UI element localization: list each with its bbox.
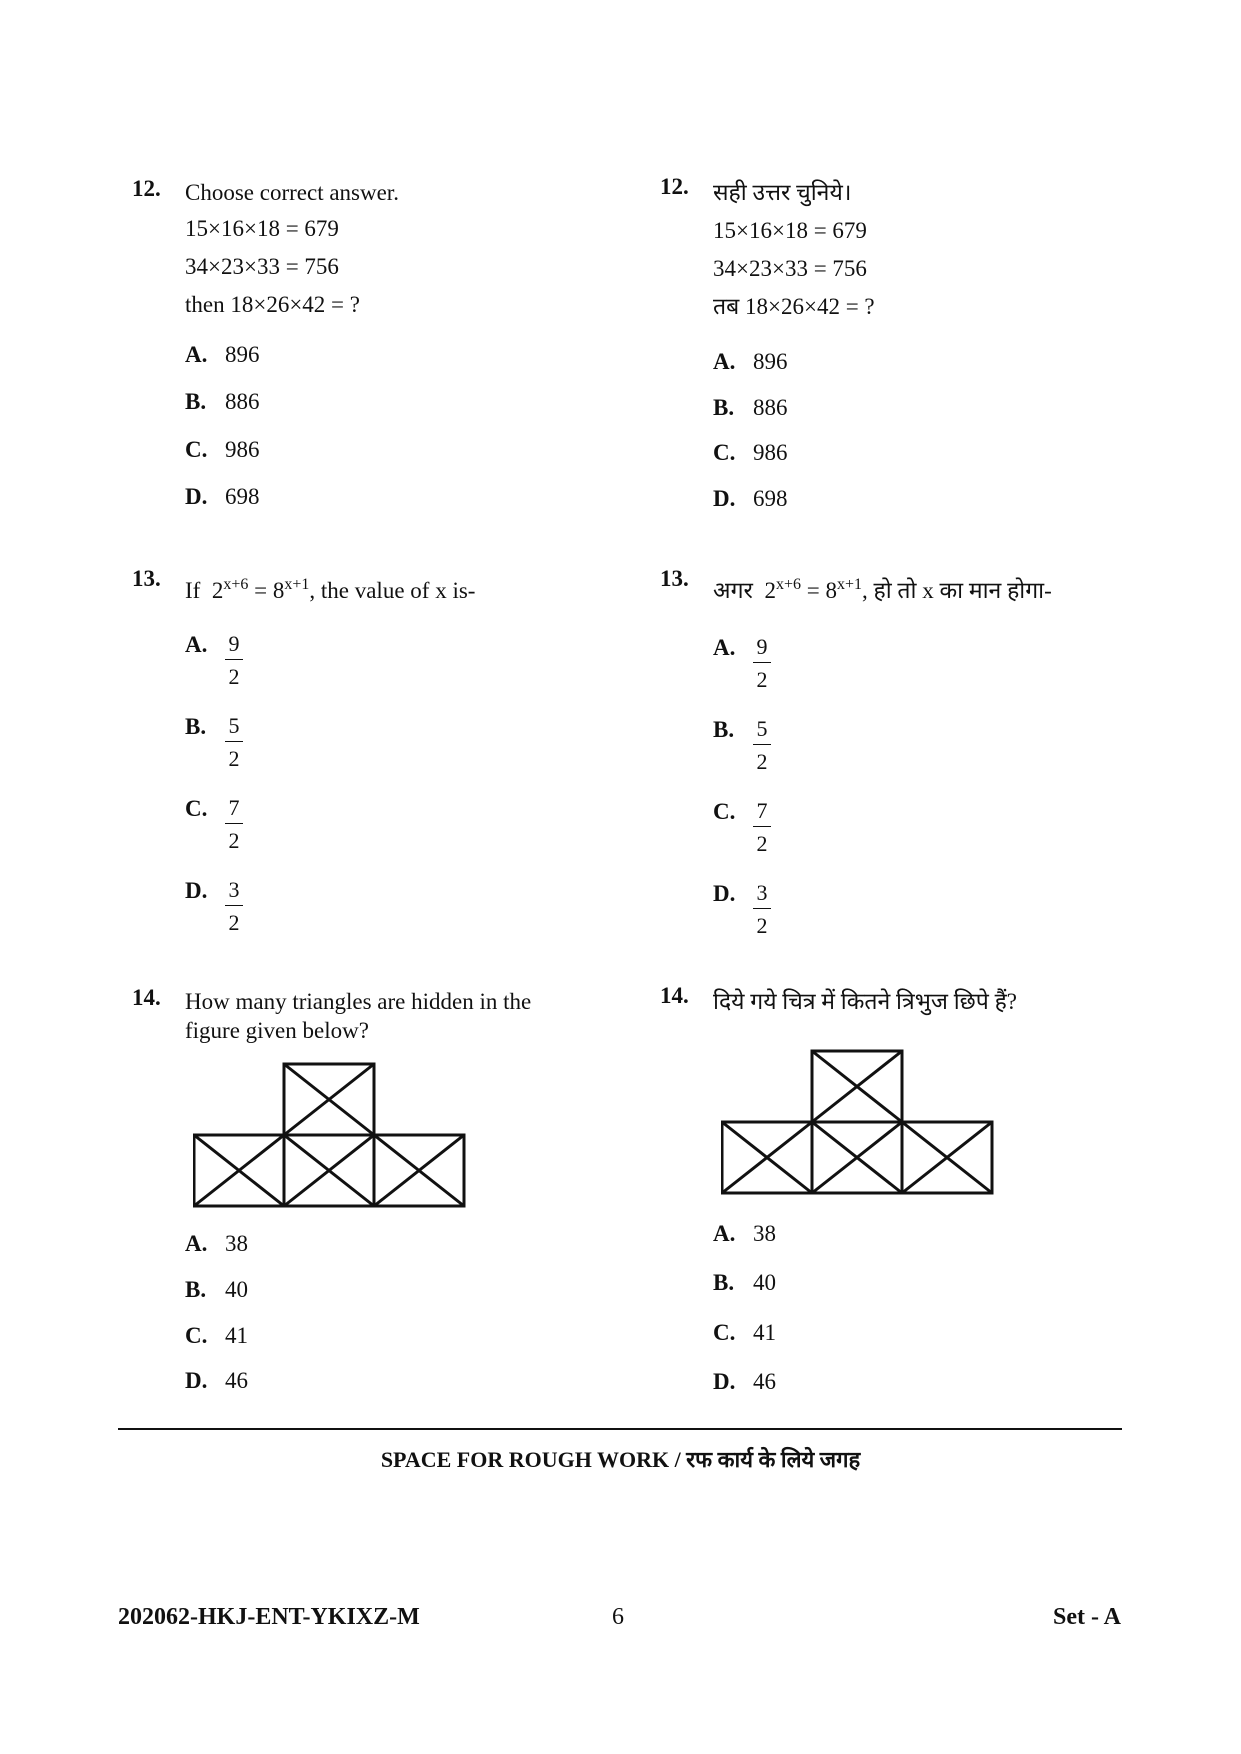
question-prompt: अगर $2^{x+6} = 8^{x+1}$, हो तो x का मान होगा- <box>713 576 1052 603</box>
equation-2: 34×23×33 = 756 <box>713 256 867 281</box>
triangles-figure <box>193 1062 468 1208</box>
option-d[interactable]: D. 46 <box>713 1369 776 1394</box>
question-number: 13. <box>132 566 161 591</box>
option-b[interactable]: B. 40 <box>713 1270 776 1295</box>
option-d[interactable]: D. 698 <box>713 486 788 511</box>
equation-2: 34×23×33 = 756 <box>185 254 339 279</box>
equation-1: 15×16×18 = 679 <box>713 218 867 243</box>
rough-work-label: SPACE FOR ROUGH WORK / रफ कार्य के लिये जगह <box>380 1447 861 1472</box>
question-number: 13. <box>660 566 689 591</box>
question-number: 14. <box>660 983 689 1008</box>
option-b[interactable]: B. 40 <box>185 1277 248 1302</box>
question-number: 12. <box>132 176 161 201</box>
question-ask: तब 18×26×42 = ? <box>713 294 875 319</box>
option-d[interactable]: D. 46 <box>185 1368 248 1393</box>
option-a[interactable]: A. 38 <box>713 1221 776 1246</box>
question-prompt: दिये गये चित्र में कितने त्रिभुज छिपे हैं? <box>713 989 1018 1014</box>
set-label: Set - A <box>1053 1604 1121 1630</box>
option-a[interactable]: A. 896 <box>713 349 788 374</box>
question-number: 12. <box>660 174 689 199</box>
question-number: 14. <box>132 985 161 1010</box>
option-c[interactable]: C. 41 <box>185 1323 248 1348</box>
question-prompt: Choose correct answer. <box>185 180 399 205</box>
option-a[interactable]: A. 38 <box>185 1231 248 1256</box>
page-number: 6 <box>612 1604 624 1630</box>
option-d[interactable]: D. 698 <box>185 484 260 509</box>
question-prompt: If $2^{x+6} = 8^{x+1}$, the value of x is- <box>185 576 476 603</box>
option-a[interactable]: A. 896 <box>185 342 260 367</box>
option-b[interactable]: B. 886 <box>185 389 260 414</box>
option-b[interactable]: B. 886 <box>713 395 788 420</box>
option-c[interactable]: C. 986 <box>185 437 260 462</box>
equation-1: 15×16×18 = 679 <box>185 216 339 241</box>
question-ask: then 18×26×42 = ? <box>185 292 360 317</box>
question-prompt-line-1: How many triangles are hidden in the <box>185 989 532 1014</box>
option-c[interactable]: C. 41 <box>713 1320 776 1345</box>
question-paper-page: 12. Choose correct answer. 15×16×18 = 679 34×23×33 = 756 then 18×26×42 = ? A. 896 B. 886 C. 986 D. 698 13. If $2^{x+6} = 8^{x+1}$, the value of x is- A. $\frac{9}{2}$ B. $\frac{5}{2}$ C. $\frac{7}{2}$ D. $\frac{3}{2}$ 14. How many triangles are hidden in the figure given below? A. 38 B. 40 C. 41 D. 46 12. सही उत्तर चुनिये। 15×16×18 = 679 34×23×33 = 756 तब 18×26×42 = ? A. 896 B. 886 C. 986 D. 698 13. अगर $2^{x+6} = 8^{x+1}$, हो तो x का मान होगा- A. $\frac{9}{2}$ B. $\frac{5}{2}$ C. $\frac{7}{2}$ D. $\frac{3}{2}$ 14. दिये गये चित्र में कितने त्रिभुज छिपे हैं? A. 38 B. 40 C. 41 D. 46 SPACE FOR ROUGH WORK / रफ कार्य के लिये जगह 202062-HKJ-ENT-YKIXZ-M 6 Set - A <box>0 0 1241 1754</box>
paper-code: 202062-HKJ-ENT-YKIXZ-M <box>118 1604 420 1630</box>
option-c[interactable]: C. 986 <box>713 440 788 465</box>
question-prompt-line-2: figure given below? <box>185 1018 369 1043</box>
rough-work-divider <box>118 1428 1122 1430</box>
question-prompt: सही उत्तर चुनिये। <box>713 180 852 205</box>
triangles-figure <box>721 1049 996 1195</box>
